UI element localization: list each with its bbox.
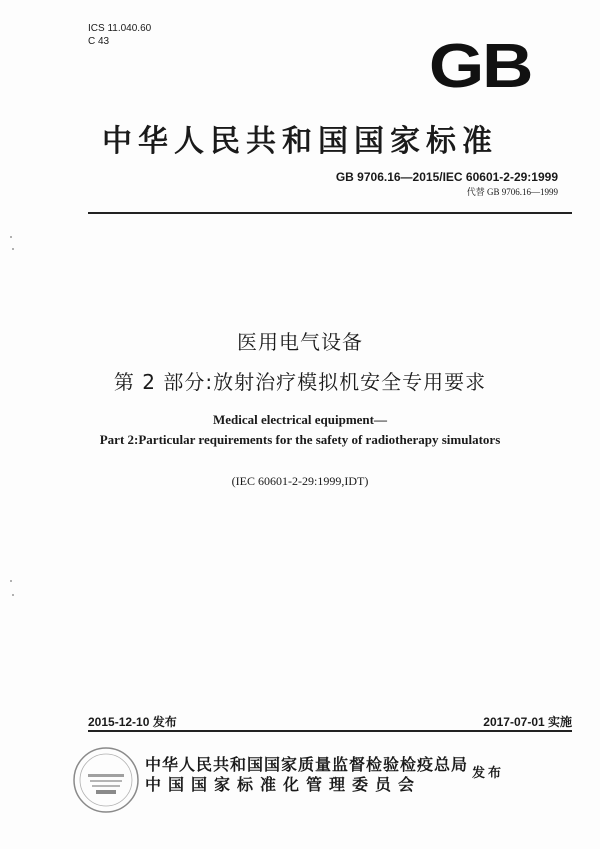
iec-equivalence: (IEC 60601-2-29:1999,IDT) (231, 474, 369, 488)
chinese-title-line-2: 第 2 部分:放射治疗模拟机安全专用要求 (113, 370, 487, 394)
ics-code: ICS 11.040.60 (88, 23, 152, 34)
ccs-code: C 43 (88, 36, 110, 47)
gb-logo-text: GB (428, 32, 532, 101)
scan-speck (12, 594, 14, 596)
official-seal-stamp (70, 744, 142, 816)
gb-logo (424, 32, 536, 101)
scan-speck (10, 580, 12, 582)
issuer-sac: 中国国家标准化管理委员会 (145, 775, 422, 794)
top-divider (88, 212, 572, 214)
national-standard-title: 中华人民共和国国家标准 (102, 124, 498, 159)
standard-number: GB 9706.16—2015/IEC 60601-2-29:1999 (335, 170, 558, 184)
english-title-line-1: Medical electrical equipment— (212, 412, 387, 427)
english-title-line-2: Part 2:Particular requirements for the safety of radiotherapy simulators (99, 432, 501, 447)
classification-codes (88, 22, 151, 48)
scan-speck (10, 236, 12, 238)
publish-label: 发布 (472, 766, 505, 781)
scan-speck (12, 248, 14, 250)
replaces-standard: 代替 GB 9706.16—1999 (466, 187, 558, 197)
issue-date: 2015-12-10 发布 (88, 715, 177, 729)
implementation-date: 2017-07-01 实施 (483, 715, 572, 729)
chinese-title-line-1: 医用电气设备 (237, 330, 363, 354)
bottom-divider (88, 730, 572, 732)
issuer-aqsiq: 中华人民共和国国家质量监督检验检疫总局 (145, 755, 469, 774)
